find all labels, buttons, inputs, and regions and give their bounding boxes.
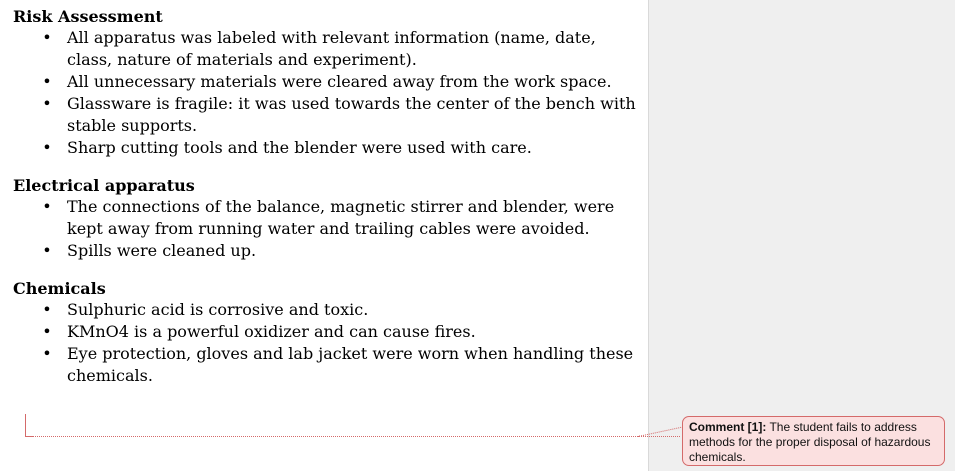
list-item: • Sulphuric acid is corrosive and toxic. — [13, 299, 643, 321]
section-chemicals — [13, 278, 643, 387]
bullet-icon: • — [42, 72, 52, 91]
section-heading: Risk Assessment — [13, 7, 163, 26]
list-item: • KMnO4 is a powerful oxidizer and can cause fires. — [13, 321, 643, 343]
section-electrical-apparatus — [13, 175, 643, 262]
bullet-icon: • — [42, 28, 52, 47]
bullet-list — [13, 27, 643, 159]
bullet-list — [13, 196, 643, 262]
bullet-icon: • — [42, 241, 52, 260]
bullet-icon: • — [42, 300, 52, 319]
list-item: • All unnecessary materials were cleared away from the work space. — [13, 71, 643, 93]
bullet-icon: • — [42, 197, 52, 216]
document-body[interactable] — [13, 6, 643, 403]
list-item: • All apparatus was labeled with relevant information (name, date, class, nature of materials and experiment). — [13, 27, 643, 71]
section-risk-assessment — [13, 6, 643, 159]
list-item: • Sharp cutting tools and the blender were used with care. — [13, 137, 643, 159]
bullet-list — [13, 299, 643, 387]
list-item: • The connections of the balance, magnetic stirrer and blender, were kept away from running water and trailing cables were avoided. — [13, 196, 643, 240]
bullet-icon: • — [42, 138, 52, 157]
comment-text: The student fails to address methods for the proper disposal of hazardous chemicals. — [689, 420, 931, 464]
bullet-icon: • — [42, 322, 52, 341]
section-heading: Electrical apparatus — [13, 176, 195, 195]
bullet-icon: • — [42, 94, 52, 113]
text-cursor — [25, 414, 26, 436]
comment-margin — [648, 0, 955, 471]
comment-connector-line — [33, 436, 680, 437]
list-item: • Spills were cleaned up. — [13, 240, 643, 262]
list-item: • Glassware is fragile: it was used towards the center of the bench with stable supports. — [13, 93, 643, 137]
list-item: • Eye protection, gloves and lab jacket were worn when handling these chemicals. — [13, 343, 643, 387]
comment-anchor-mark — [25, 436, 33, 437]
section-heading: Chemicals — [13, 279, 106, 298]
comment-label: Comment [1]: — [689, 420, 767, 434]
comment-balloon[interactable] — [682, 416, 945, 466]
bullet-icon: • — [42, 344, 52, 363]
